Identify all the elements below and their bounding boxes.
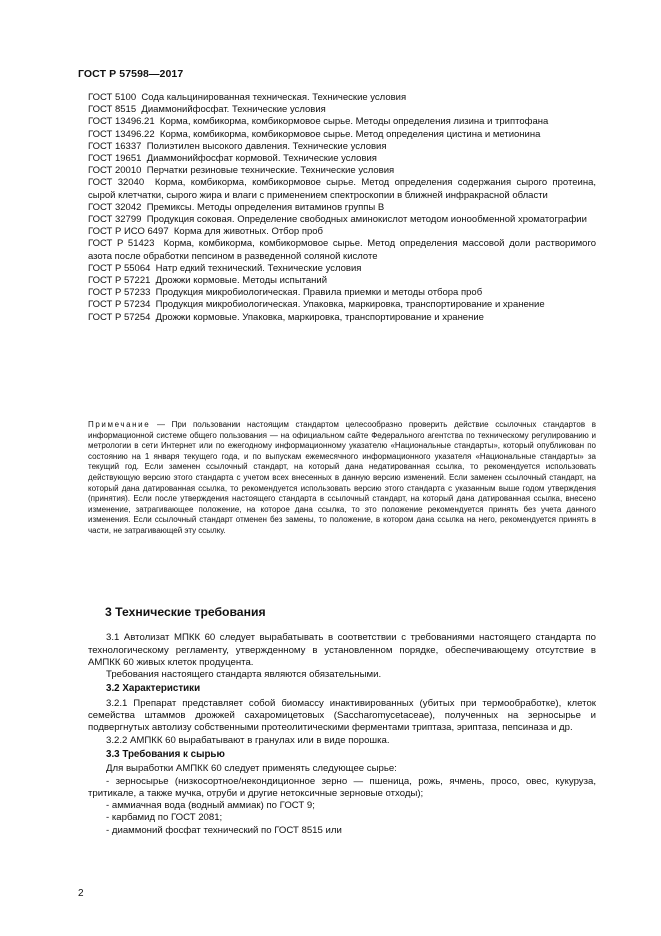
- reference-item: ГОСТ 5100 Сода кальцинированная техническая. Технические условия: [88, 92, 407, 103]
- reference-item: ГОСТ Р ИСО 6497 Корма для животных. Отбор проб: [88, 226, 323, 238]
- document-header: ГОСТ Р 57598—2017: [78, 68, 184, 80]
- subsection-title-3-2: 3.2 Характеристики: [106, 683, 201, 695]
- list-item: - диаммоний фосфат технический по ГОСТ 8515 или: [106, 824, 342, 836]
- reference-item: ГОСТ 20010 Перчатки резиновые технические. Технические условия: [88, 165, 395, 177]
- reference-item: ГОСТ 19651 Диаммонийфосфат кормовой. Технические условия: [88, 153, 377, 165]
- list-item: - зерносырье (низкосортное/некондиционное зерно — пшеница, рожь, ячмень, просо, овес, кукуруза, тритикале, а также мучка, отруби и другие нетоксичные зерновые отходы);: [88, 775, 596, 799]
- note-label: Примечание: [88, 420, 151, 429]
- list-item: - аммиачная вода (водный аммиак) по ГОСТ 9;: [106, 800, 315, 812]
- reference-item: ГОСТ Р 57221 Дрожжи кормовые. Методы испытаний: [88, 275, 328, 287]
- reference-item: ГОСТ 32799 Продукция соковая. Определение свободных аминокислот методом ионообменной хроматографии: [88, 214, 587, 226]
- reference-item: ГОСТ Р 51423 Корма, комбикорма, комбикормовое сырье. Метод определения массовой доли растворимого азота после обработки пепсином в разведенной соляной кислоте: [88, 238, 596, 262]
- list-item: - карбамид по ГОСТ 2081;: [106, 812, 223, 824]
- paragraph-3-1: 3.1 Автолизат МПКК 60 следует вырабатывать в соответствии с требованиями настоящего стандарта по технологическому регламенту, утвержденному в установленном порядке, обеспечивающему отсутствие в АМПКК 60 живых клеток продуцента.: [88, 632, 596, 668]
- reference-item: ГОСТ 16337 Полиэтилен высокого давления. Технические условия: [88, 140, 387, 152]
- subsection-title-3-3: 3.3 Требования к сырью: [106, 748, 225, 760]
- paragraph-3-2-1: 3.2.1 Препарат представляет собой биомассу инактивированных (убитых при термообработке), клеток семейства штаммов дрожжей сахаромицетовых (Saccharomycetaceae), полученных на зерносырье и подвергнутых автолизу собственными протеолитическими ферментами триптаза, эриптаза, пепсиназа и др.: [88, 697, 596, 734]
- reference-item: ГОСТ 32042 Премиксы. Методы определения витаминов группы В: [88, 201, 385, 213]
- reference-item: ГОСТ 32040 Корма, комбикорма, комбикормовое сырье. Метод определения содержания сырого протеина, сырой клетчатки, сырого жира и влаги с применением спектроскопии в ближней инфракрасной области: [88, 177, 597, 201]
- paragraph-3-1-b: Требования настоящего стандарта являются обязательными.: [106, 669, 382, 681]
- reference-item: ГОСТ Р 55064 Натр едкий технический. Технические условия: [88, 262, 362, 274]
- page-number: 2: [78, 888, 84, 899]
- section-title: 3 Технические требования: [105, 605, 266, 619]
- references-note: [88, 420, 596, 537]
- note-text: — При пользовании настоящим стандартом целесообразно проверить действие ссылочных стандартов в информационной системе общего пользования — на официальном сайте Федерального агентства по техническому регулированию и метрологии в сети Интернет или по ежегодному информационному указателю «Национальные стандарты», который опубликован по состоянию на 1 января текущего года, и по выпускам ежемесячного информационного указателя «Национальные стандарты» за текущий год. Если заменен ссылочный стандарт, на который дана недатированная ссылка, то рекомендуется использовать действующую версию этого стандарта с учетом всех внесенных в данную версию изменений. Если заменен ссылочный стандарт, на который дана датированная ссылка, то рекомендуется использовать версию этого стандарта с указанным выше годом утверждения (принятия). Если после утверждения настоящего стандарта в ссылочный стандарт, на который дана датированная ссылка, внесено изменение, затрагивающее положение, на которое дана ссылка, то это положение рекомендуется принять без учета данного изменения. Если ссылочный стандарт отменен без замены, то положение, в котором дана ссылка на него, рекомендуется принять в части, не затрагивающей эту ссылку.: [88, 420, 596, 535]
- section-technical-requirements: [88, 606, 596, 837]
- reference-item: ГОСТ 13496.22 Корма, комбикорма, комбикормовое сырье. Метод определения цистина и метионина: [88, 128, 541, 140]
- reference-item: ГОСТ Р 57234 Продукция микробиологическая. Упаковка, маркировка, транспортирование и хранение: [88, 299, 545, 311]
- reference-item: ГОСТ Р 57254 Дрожжи кормовые. Упаковка, маркировка, транспортирование и хранение: [88, 311, 484, 323]
- reference-item: ГОСТ 8515 Диаммонийфосфат. Технические условия: [88, 104, 326, 116]
- reference-item: ГОСТ 13496.21 Корма, комбикорма, комбикормовое сырье. Методы определения лизина и триптофана: [88, 116, 549, 128]
- paragraph-3-3: Для выработки АМПКК 60 следует применять следующее сырье:: [106, 763, 397, 775]
- reference-item: ГОСТ Р 57233 Продукция микробиологическая. Правила приемки и методы отбора проб: [88, 287, 483, 299]
- normative-references-list: [88, 92, 596, 324]
- paragraph-3-2-2: 3.2.2 АМПКК 60 вырабатывают в гранулах или в виде порошка.: [106, 734, 390, 746]
